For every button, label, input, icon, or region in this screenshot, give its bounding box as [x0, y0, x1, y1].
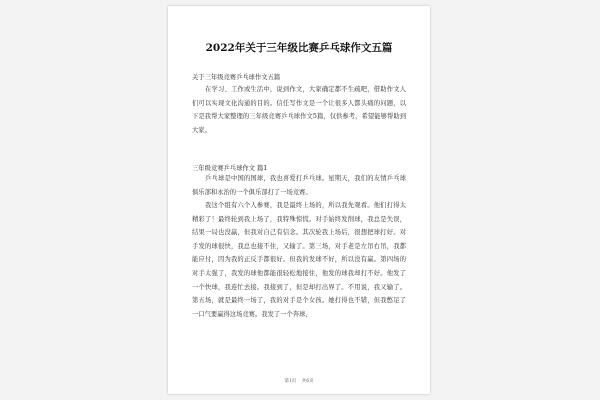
essay-heading: 三年级竞赛乒乓球作文 篇1 [192, 165, 268, 172]
essay-paragraph-1: 乒乓球是中国的国球，我也喜爱打乒乓球。星期天，我们的友情乒乓球俱乐部和永治的一个俱乐部打了一场竞赛。 [192, 175, 406, 196]
page-footer [168, 378, 430, 384]
page-total: 共6页 [301, 379, 314, 384]
intro-paragraph: 在学习、工作或生活中，说到作文，大家确定都不生疏吧，借助作文人们可以实现文化沟通的目的。信任写作文是一个让很多人都头痛的问题，以下是我帮大家整理的三年级竞赛乒乓球作文5篇，仅供参考，希望能够帮助到大家。 [192, 86, 406, 134]
page-number: 第1页 [284, 379, 297, 384]
document-title: 2022年关于三年级比赛乒乓球作文五篇 [205, 42, 393, 54]
document-page [168, 6, 430, 394]
intro-heading: 关于三年级竞赛乒乓球作文五篇 [192, 74, 281, 81]
essay-paragraph-2: 我这个组有六个人参赛，我是最终上场的，所以我先观看。他们打得太精彩了！最终轮到我上场了，我特殊惊慌。对手始终发削球，我总是失误，结果一局也没赢，但我对自己有信念。其次轮我上场后，很想把球打好。对手发的球很快，我总也接不住，又输了。第三场，对手老是左吊右吊，我都能应付，因为我的正反手都很好。但我的发球不好，所以没有赢。第四场的对手太强了，我发的球他都能很轻松地接住，他发的球我却打不好。他发了一个快球，我连忙去接。我接到了，但是却打出界了。不用说，我又输了。第五场，就是最终一场了，我的对手是个女孩。她打得也不错，但我憋足了一口气要赢得这场竞赛。我发了一个奔球， [192, 202, 406, 318]
